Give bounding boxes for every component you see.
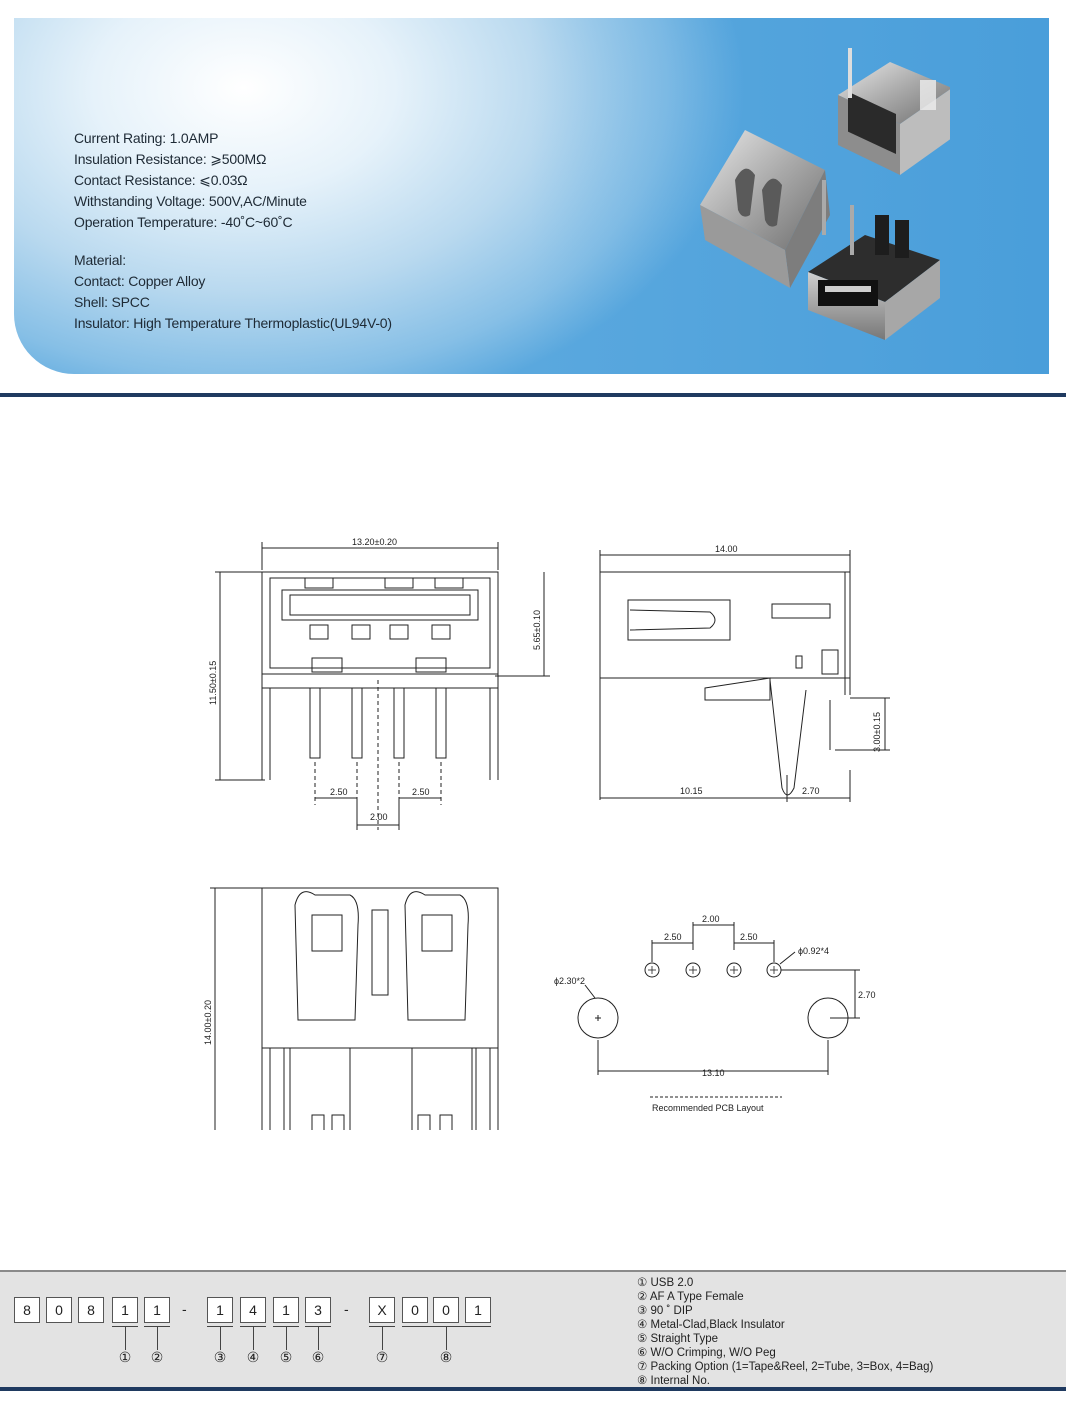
material-shell: Shell: SPCC <box>74 294 150 310</box>
legend-item-2: ② AF A Type Female <box>637 1291 744 1303</box>
legend-item-8: ⑧ Internal No. <box>637 1375 710 1387</box>
dim-top-length: 14.00±0.20 <box>203 1000 213 1045</box>
pn-digit-7: 4 <box>240 1297 266 1323</box>
pn-digit-2: 0 <box>46 1297 72 1323</box>
dim-pcb-large-hole: ϕ2.30*2 <box>554 976 586 986</box>
part-number-legend <box>637 1276 933 1388</box>
dim-side-pin-offset: 2.70 <box>802 786 820 796</box>
spec-operation-temperature: Operation Temperature: -40˚C~60˚C <box>74 214 293 230</box>
pn-marker-8: ⑧ <box>439 1350 453 1366</box>
dim-pitch-right: 2.50 <box>412 787 430 797</box>
connector-photo-top <box>838 48 950 175</box>
pn-digit-11: 0 <box>402 1297 428 1323</box>
material-heading: Material: <box>74 252 126 268</box>
pn-digit-8: 1 <box>273 1297 299 1323</box>
material-insulator: Insulator: High Temperature Thermoplastic(UL94V-0) <box>74 315 392 331</box>
front-view <box>208 537 550 830</box>
dim-front-width: 13.20±0.20 <box>352 537 397 547</box>
pn-separator-2: - <box>344 1301 349 1317</box>
pcb-layout <box>554 914 876 1113</box>
legend-item-4: ④ Metal-Clad,Black Insulator <box>637 1319 785 1331</box>
top-divider <box>0 393 1066 397</box>
pn-digit-1: 8 <box>14 1297 40 1323</box>
legend-item-3: ③ 90 ˚ DIP <box>637 1305 693 1317</box>
pn-digit-6: 1 <box>207 1297 233 1323</box>
dim-pcb-left: 2.50 <box>664 932 682 942</box>
pn-digit-4: 1 <box>112 1297 138 1323</box>
spec-current-rating: Current Rating: 1.0AMP <box>74 130 219 146</box>
dim-pitch-left: 2.50 <box>330 787 348 797</box>
legend-item-5: ⑤ Straight Type <box>637 1333 719 1345</box>
spec-withstanding-voltage: Withstanding Voltage: 500V,AC/Minute <box>74 193 307 209</box>
pn-marker-4: ④ <box>246 1350 260 1366</box>
pn-digit-12: 0 <box>433 1297 459 1323</box>
specifications <box>74 128 392 334</box>
pn-marker-5: ⑤ <box>279 1350 293 1366</box>
dim-side-pin-length: 3.00±0.15 <box>872 712 882 752</box>
pn-marker-3: ③ <box>213 1350 227 1366</box>
spec-insulation-resistance: Insulation Resistance: ⩾500MΩ <box>74 151 267 167</box>
pn-digit-5: 1 <box>144 1297 170 1323</box>
legend-item-7: ⑦ Packing Option (1=Tape&Reel, 2=Tube, 3=Box, 4=Bag) <box>637 1361 934 1373</box>
dim-front-height: 11.50±0.15 <box>208 660 218 705</box>
dim-pcb-small-hole: ϕ0.92*4 <box>798 946 830 956</box>
spec-contact-resistance: Contact Resistance: ⩽0.03Ω <box>74 172 248 188</box>
dim-side-length: 14.00 <box>715 544 738 554</box>
side-view <box>600 544 890 802</box>
material-contact: Contact: Copper Alloy <box>74 273 206 289</box>
dim-pitch-center: 2.00 <box>370 812 388 822</box>
pn-marker-6: ⑥ <box>311 1350 325 1366</box>
connector-photo-middle <box>700 130 830 288</box>
pn-digit-3: 8 <box>78 1297 104 1323</box>
dim-pcb-span: 13.10 <box>702 1068 725 1078</box>
pn-marker-2: ② <box>150 1350 164 1366</box>
legend-item-1: ① USB 2.0 <box>637 1277 694 1289</box>
pn-digit-9: 3 <box>305 1297 331 1323</box>
technical-drawings <box>190 530 910 1130</box>
pn-marker-7: ⑦ <box>375 1350 389 1366</box>
dim-side-offset: 10.15 <box>680 786 703 796</box>
pn-digit-13: 1 <box>465 1297 491 1323</box>
pcb-layout-caption: Recommended PCB Layout <box>652 1103 764 1113</box>
legend-item-6: ⑥ W/O Crimping, W/O Peg <box>637 1347 776 1359</box>
product-photos <box>690 40 950 350</box>
top-view <box>203 888 498 1130</box>
dim-pcb-center: 2.00 <box>702 914 720 924</box>
dim-front-mid-height: 5.65±0.10 <box>532 610 542 650</box>
connector-photo-bottom <box>808 205 940 340</box>
pn-marker-1: ① <box>118 1350 132 1366</box>
dim-pcb-right: 2.50 <box>740 932 758 942</box>
pn-digit-10: X <box>369 1297 395 1323</box>
dim-pcb-row-offset: 2.70 <box>858 990 876 1000</box>
pn-separator-1: - <box>182 1301 187 1317</box>
